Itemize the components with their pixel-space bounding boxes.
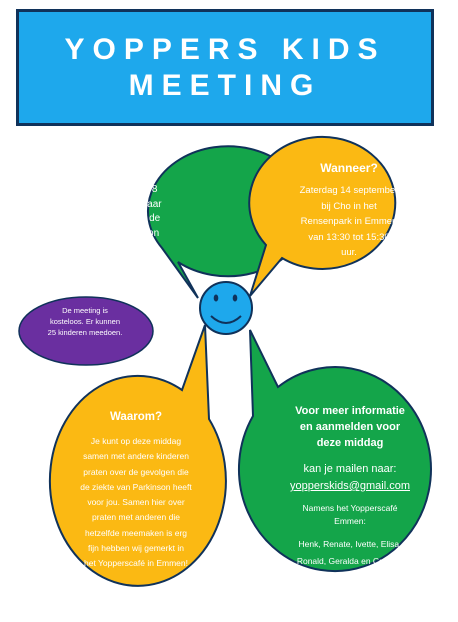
when-line: van 13:30 tot 15:30: [308, 231, 390, 243]
names-header: [270, 502, 430, 528]
when-line: Rensenpark in Emmen: [300, 216, 398, 227]
why-line: de ziekte van Parkinson heeft: [80, 481, 192, 492]
who-line: jaar tot en met 25 jaar: [64, 198, 162, 210]
why-title: Waarom?: [110, 411, 162, 423]
info-title-line: deze middag: [316, 437, 384, 449]
why-line: samen met andere kinderen: [83, 451, 189, 462]
why-line: praten over de gevolgen die: [83, 466, 189, 477]
info-title: [270, 403, 430, 451]
organizer-names: [268, 536, 432, 570]
when-title: Wanneer?: [320, 161, 378, 175]
why-line: het Yopperscafé in Emmen!: [84, 558, 188, 569]
free-line: 25 kinderen meedoen.: [47, 328, 123, 337]
when-line: Zaterdag 14 september: [299, 185, 399, 196]
who-question: Voor wie?: [52, 165, 88, 174]
why-line: Je kunt op deze middag: [90, 436, 182, 446]
names-line: Ronald, Geralda en Carmen: [296, 556, 404, 566]
when-line: bij Cho in het: [321, 200, 377, 212]
why-line: praten met anderen die: [92, 512, 180, 523]
smiley-face-icon: [200, 282, 252, 334]
free-line: kosteloos. Er kunnen: [49, 317, 121, 326]
why-line: hetzelfde meemaken is erg: [84, 527, 188, 538]
when-line: uur.: [341, 247, 357, 258]
who-text: [52, 183, 174, 256]
free-line: De meeting is: [62, 306, 108, 315]
info-title-line: Voor meer informatie: [295, 405, 405, 417]
mail-intro: kan je mailen naar:: [303, 463, 397, 475]
names-header-line: Emmen:: [334, 516, 366, 526]
who-line: Voor kinderen van 8: [68, 184, 158, 195]
info-title-line: en aanmelden voor: [299, 421, 401, 433]
who-line: met een ouder die de: [65, 213, 161, 224]
names-line: Henk, Renate, Ivette, Elisa,: [298, 539, 402, 549]
when-text: [290, 183, 408, 261]
title-line-1: YOPPERS KIDS: [64, 32, 386, 66]
why-text: [62, 434, 210, 572]
who-line: ziekte van Parkinson: [66, 227, 160, 239]
names-header-line: Namens het Yopperscafé: [302, 503, 398, 513]
who-line: heeft.: [100, 242, 126, 253]
why-line: voor jou. Samen hier over: [87, 497, 185, 508]
email-link[interactable]: yopperskids@gmail.com: [290, 480, 410, 492]
free-text: [30, 305, 140, 338]
why-line: fijn hebben wij gemerkt in: [88, 543, 184, 554]
title-line-2: MEETING: [128, 68, 322, 102]
